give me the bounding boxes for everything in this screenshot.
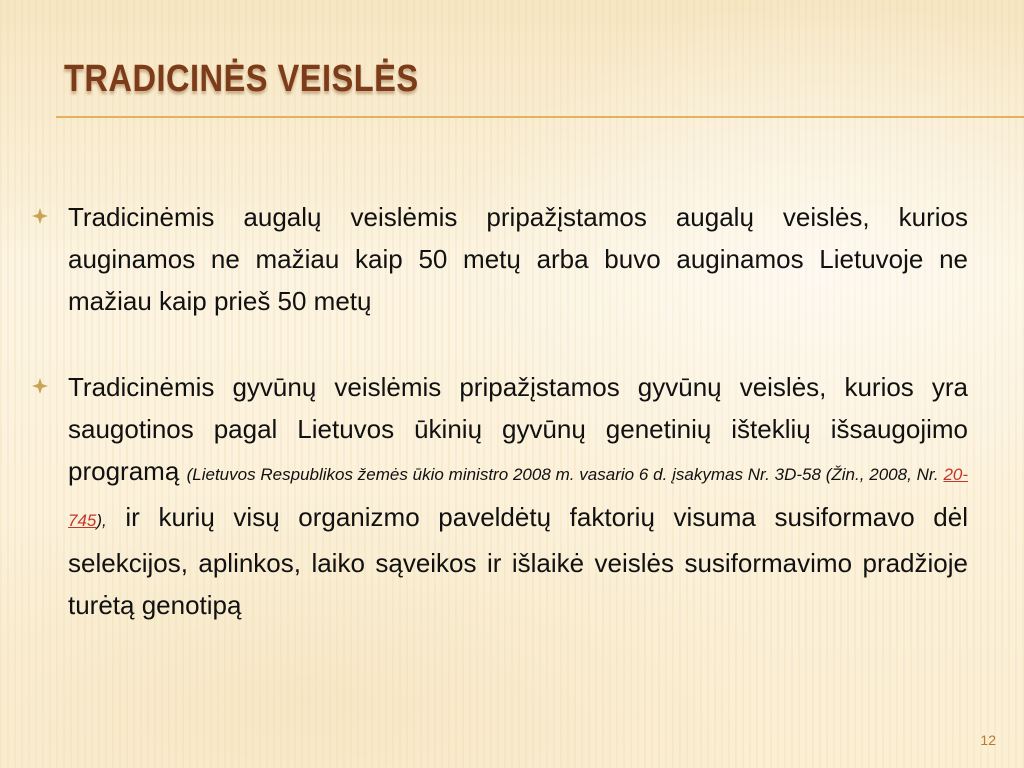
diamond-bullet-icon — [32, 208, 48, 224]
bullet-list — [30, 196, 968, 670]
bullet-item-animals — [30, 366, 968, 626]
title-divider — [56, 116, 1024, 118]
citation-close: ), — [96, 511, 107, 530]
citation-text: (Lietuvos Respublikos žemės ūkio ministro 2008 m. vasario 6 d. įsakymas Nr. 3D-58 (Žin., 2008, Nr. — [186, 465, 944, 484]
diamond-bullet-icon — [32, 378, 48, 394]
page-number: 12 — [980, 732, 996, 748]
law-reference-link[interactable]: 20-745 — [68, 465, 969, 530]
bullet-text-animals-end: ir kurių visų organizmo paveldėtų faktorių visuma susiformavo dėl selekcijos, aplinkos, laiko sąveikos ir išlaikė veislės susiformavimo pradžioje turėtą genotipą — [68, 502, 968, 620]
bullet-text-animals-start: Tradicinėmis gyvūnų veislėmis pripažįstamos gyvūnų veislės, kurios yra saugotinos pagal Lietuvos ūkinių gyvūnų genetinių išteklių išsaugojimo programą — [68, 372, 968, 486]
bullet-item-plants — [30, 196, 968, 322]
slide-title: TRADICINĖS VEISLĖS — [64, 58, 419, 100]
bullet-text-plants: Tradicinėmis augalų veislėmis pripažįstamos augalų veislės, kurios auginamos ne mažiau kaip 50 metų arba buvo auginamos Lietuvoje ne mažiau kaip prieš 50 metų — [68, 202, 968, 316]
